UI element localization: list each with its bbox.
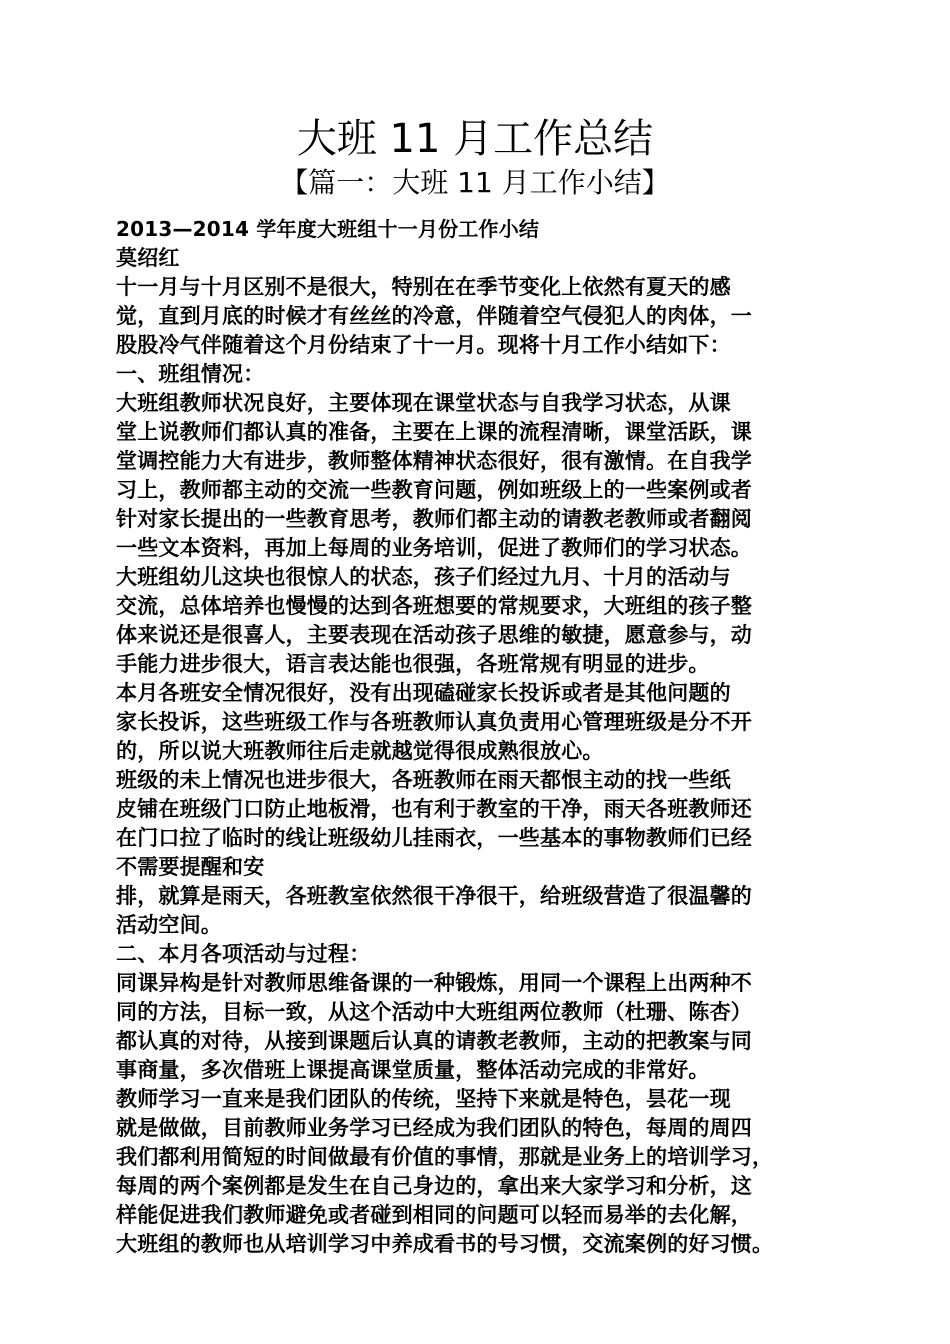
- body-line: 二、本月各项活动与过程：: [116, 942, 371, 966]
- body-line: 堂上说教师们都认真的准备，主要在上课的流程清晰，课堂活跃，课: [116, 420, 752, 444]
- body-line: 手能力进步很大，语言表达能也很强，各班常规有明显的进步。: [116, 652, 710, 676]
- body-line: 家长投诉，这些班级工作与各班教师认真负责用心管理班级是分不开: [116, 710, 752, 734]
- body-line: 事商量，多次借班上课提高课堂质量，整体活动完成的非常好。: [116, 1058, 710, 1082]
- body-line: 堂调控能力大有进步，教师整体精神状态很好，很有激情。在自我学: [116, 449, 752, 473]
- body-line: 十一月与十月区别不是很大，特别在在季节变化上依然有夏天的感: [116, 275, 731, 299]
- document-title: 大班 11 月工作总结: [296, 116, 654, 162]
- body-line: 班级的未上情况也进步很大，各班教师在雨天都恨主动的找一些纸: [116, 768, 731, 792]
- body-line: 2013—2014 学年度大班组十一月份工作小结: [116, 217, 540, 241]
- body-line: 同课异构是针对教师思维备课的一种锻炼，用同一个课程上出两种不: [116, 971, 752, 995]
- body-line: 一、班组情况：: [116, 362, 265, 386]
- body-line: 排，就算是雨天，各班教室依然很干净很干，给班级营造了很温馨的: [116, 884, 752, 908]
- body-line: 习上，教师都主动的交流一些教育问题，例如班级上的一些案例或者: [116, 478, 752, 502]
- body-line: 觉，直到月底的时候才有丝丝的冷意，伴随着空气侵犯人的肉体，一: [116, 304, 752, 328]
- body-line: 皮铺在班级门口防止地板滑，也有利于教室的干净，雨天各班教师还: [116, 797, 752, 821]
- body-line: 样能促进我们教师避免或者碰到相同的问题可以轻而易举的去化解，: [116, 1203, 752, 1227]
- document-subtitle: 【篇一：大班 11 月工作小结】: [280, 166, 670, 199]
- body-line: 本月各班安全情况很好，没有出现磕碰家长投诉或者是其他问题的: [116, 681, 731, 705]
- body-line: 都认真的对待，从接到课题后认真的请教老教师，主动的把教案与同: [116, 1029, 752, 1053]
- body-line: 就是做做，目前教师业务学习已经成为我们团队的特色，每周的周四: [116, 1116, 752, 1140]
- body-line: 交流，总体培养也慢慢的达到各班想要的常规要求，大班组的孩子整: [116, 594, 752, 618]
- body-line: 大班组的教师也从培训学习中养成看书的号习惯，交流案例的好习惯。: [116, 1232, 774, 1256]
- body-line: 一些文本资料，再加上每周的业务培训，促进了教师们的学习状态。: [116, 536, 752, 560]
- body-line: 在门口拉了临时的线让班级幼儿挂雨衣，一些基本的事物教师们已经: [116, 826, 752, 850]
- body-line: 教师学习一直来是我们团队的传统，坚持下来就是特色，昙花一现: [116, 1087, 731, 1111]
- body-line: 莫绍红: [116, 246, 180, 270]
- body-line: 针对家长提出的一些教育思考，教师们都主动的请教老教师或者翻阅: [116, 507, 752, 531]
- body-line: 同的方法，目标一致，从这个活动中大班组两位教师（杜珊、陈杏）: [116, 1000, 752, 1024]
- body-line: 的，所以说大班教师往后走就越觉得很成熟很放心。: [116, 739, 604, 763]
- body-line: 大班组幼儿这块也很惊人的状态，孩子们经过九月、十月的活动与: [116, 565, 731, 589]
- body-line: 大班组教师状况良好，主要体现在课堂状态与自我学习状态，从课: [116, 391, 731, 415]
- body-line: 股股冷气伴随着这个月份结束了十一月。现将十月工作小结如下：: [116, 333, 731, 357]
- body-line: 每周的两个案例都是发生在自己身边的，拿出来大家学习和分析，这: [116, 1174, 752, 1198]
- body-line: 活动空间。: [116, 913, 222, 937]
- body-line: 不需要提醒和安: [116, 855, 265, 879]
- body-line: 我们都利用简短的时间做最有价值的事情，那就是业务上的培训学习，: [116, 1145, 774, 1169]
- body-line: 体来说还是很喜人，主要表现在活动孩子思维的敏捷，愿意参与，动: [116, 623, 752, 647]
- document-body: [116, 215, 846, 1259]
